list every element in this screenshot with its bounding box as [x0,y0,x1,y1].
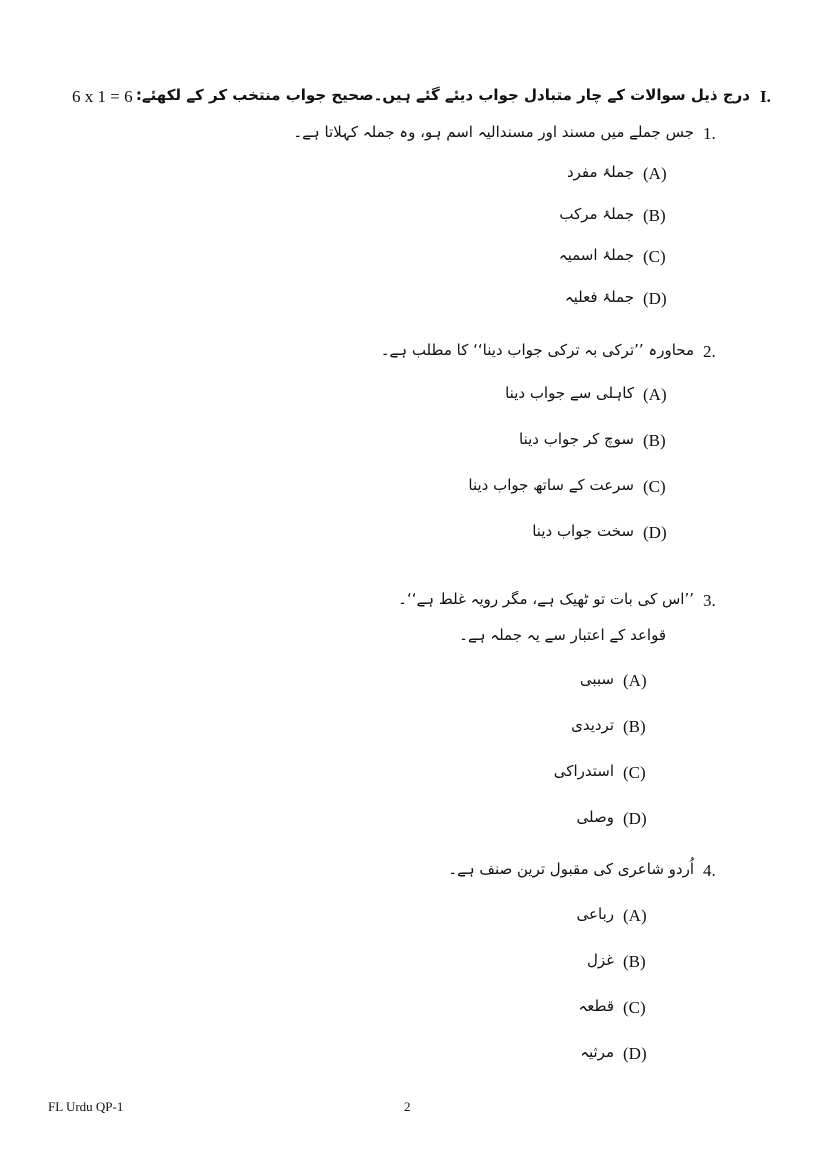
q2-option-c-text: سرعت کے ساتھ جواب دینا [468,476,634,494]
q1-option-b-text: جملۂ مرکب [559,205,634,223]
footer-page-number: 2 [404,1099,411,1114]
q2-option-b-text: سوچ کر جواب دینا [519,430,634,448]
q1-option-d-label: (D) [643,289,667,308]
q2-option-d-label: (D) [643,523,667,542]
q4-option-b-text: غزل [586,951,614,969]
q2-option-a-label: (A) [643,385,667,404]
q1-option-c-text: جملۂ اسمیہ [558,246,634,264]
q4-option-a-text: رباعی [576,905,614,923]
q3-option-a-text: سببی [579,670,614,688]
q3-option-d-text: وصلی [576,808,614,826]
question-2-number: 2. [703,342,716,361]
q3-option-b-label: (B) [623,717,646,736]
q4-option-d-text: مرثیہ [580,1043,614,1061]
q3-option-c-label: (C) [623,763,646,782]
q4-option-b-label: (B) [623,952,646,971]
question-3-text: ’’اس کی بات تو ٹھیک ہے، مگر رویہ غلط ہے‘‘۔ [398,590,694,608]
marks-allocation: 6 x 1 = 6 [72,87,133,106]
section-number: I. [760,87,771,106]
question-1-text: جس جملے میں مسند اور مسندالیہ اسم ہو، وہ جملہ کہلاتا ہے۔ [293,123,694,141]
question-2-text: محاورہ ’’ترکی بہ ترکی جواب دینا‘‘ کا مطلب ہے۔ [380,341,694,359]
q4-option-d-label: (D) [623,1044,647,1063]
q3-option-c-text: استدراکی [553,762,614,780]
q2-option-b-label: (B) [643,431,666,450]
q4-option-c-label: (C) [623,998,646,1017]
q4-option-c-text: قطعہ [578,997,614,1015]
q3-option-a-label: (A) [623,671,647,690]
q2-option-c-label: (C) [643,477,666,496]
q1-option-c-label: (C) [643,247,666,266]
q3-option-d-label: (D) [623,809,647,828]
q1-option-b-label: (B) [643,206,666,225]
footer-paper-code: FL Urdu QP-1 [48,1099,124,1114]
q1-option-a-label: (A) [643,164,667,183]
section-instruction: درج ذیل سوالات کے چار متبادل جواب دیئے گئے ہیں۔صحیح جواب منتخب کر کے لکھئے: [135,86,750,104]
q2-option-d-text: سخت جواب دینا [532,522,634,540]
question-4-text: اُردو شاعری کی مقبول ترین صنف ہے۔ [448,860,694,878]
q2-option-a-text: کاہلی سے جواب دینا [505,384,634,402]
question-3-number: 3. [703,591,716,610]
question-4-number: 4. [703,861,716,880]
q1-option-a-text: جملۂ مفرد [566,163,634,181]
q1-option-d-text: جملۂ فعلیہ [564,288,634,306]
question-1-number: 1. [703,124,716,143]
question-3-subtext: قواعد کے اعتبار سے یہ جملہ ہے۔ [459,626,666,644]
q4-option-a-label: (A) [623,906,647,925]
q3-option-b-text: تردیدی [571,716,614,734]
